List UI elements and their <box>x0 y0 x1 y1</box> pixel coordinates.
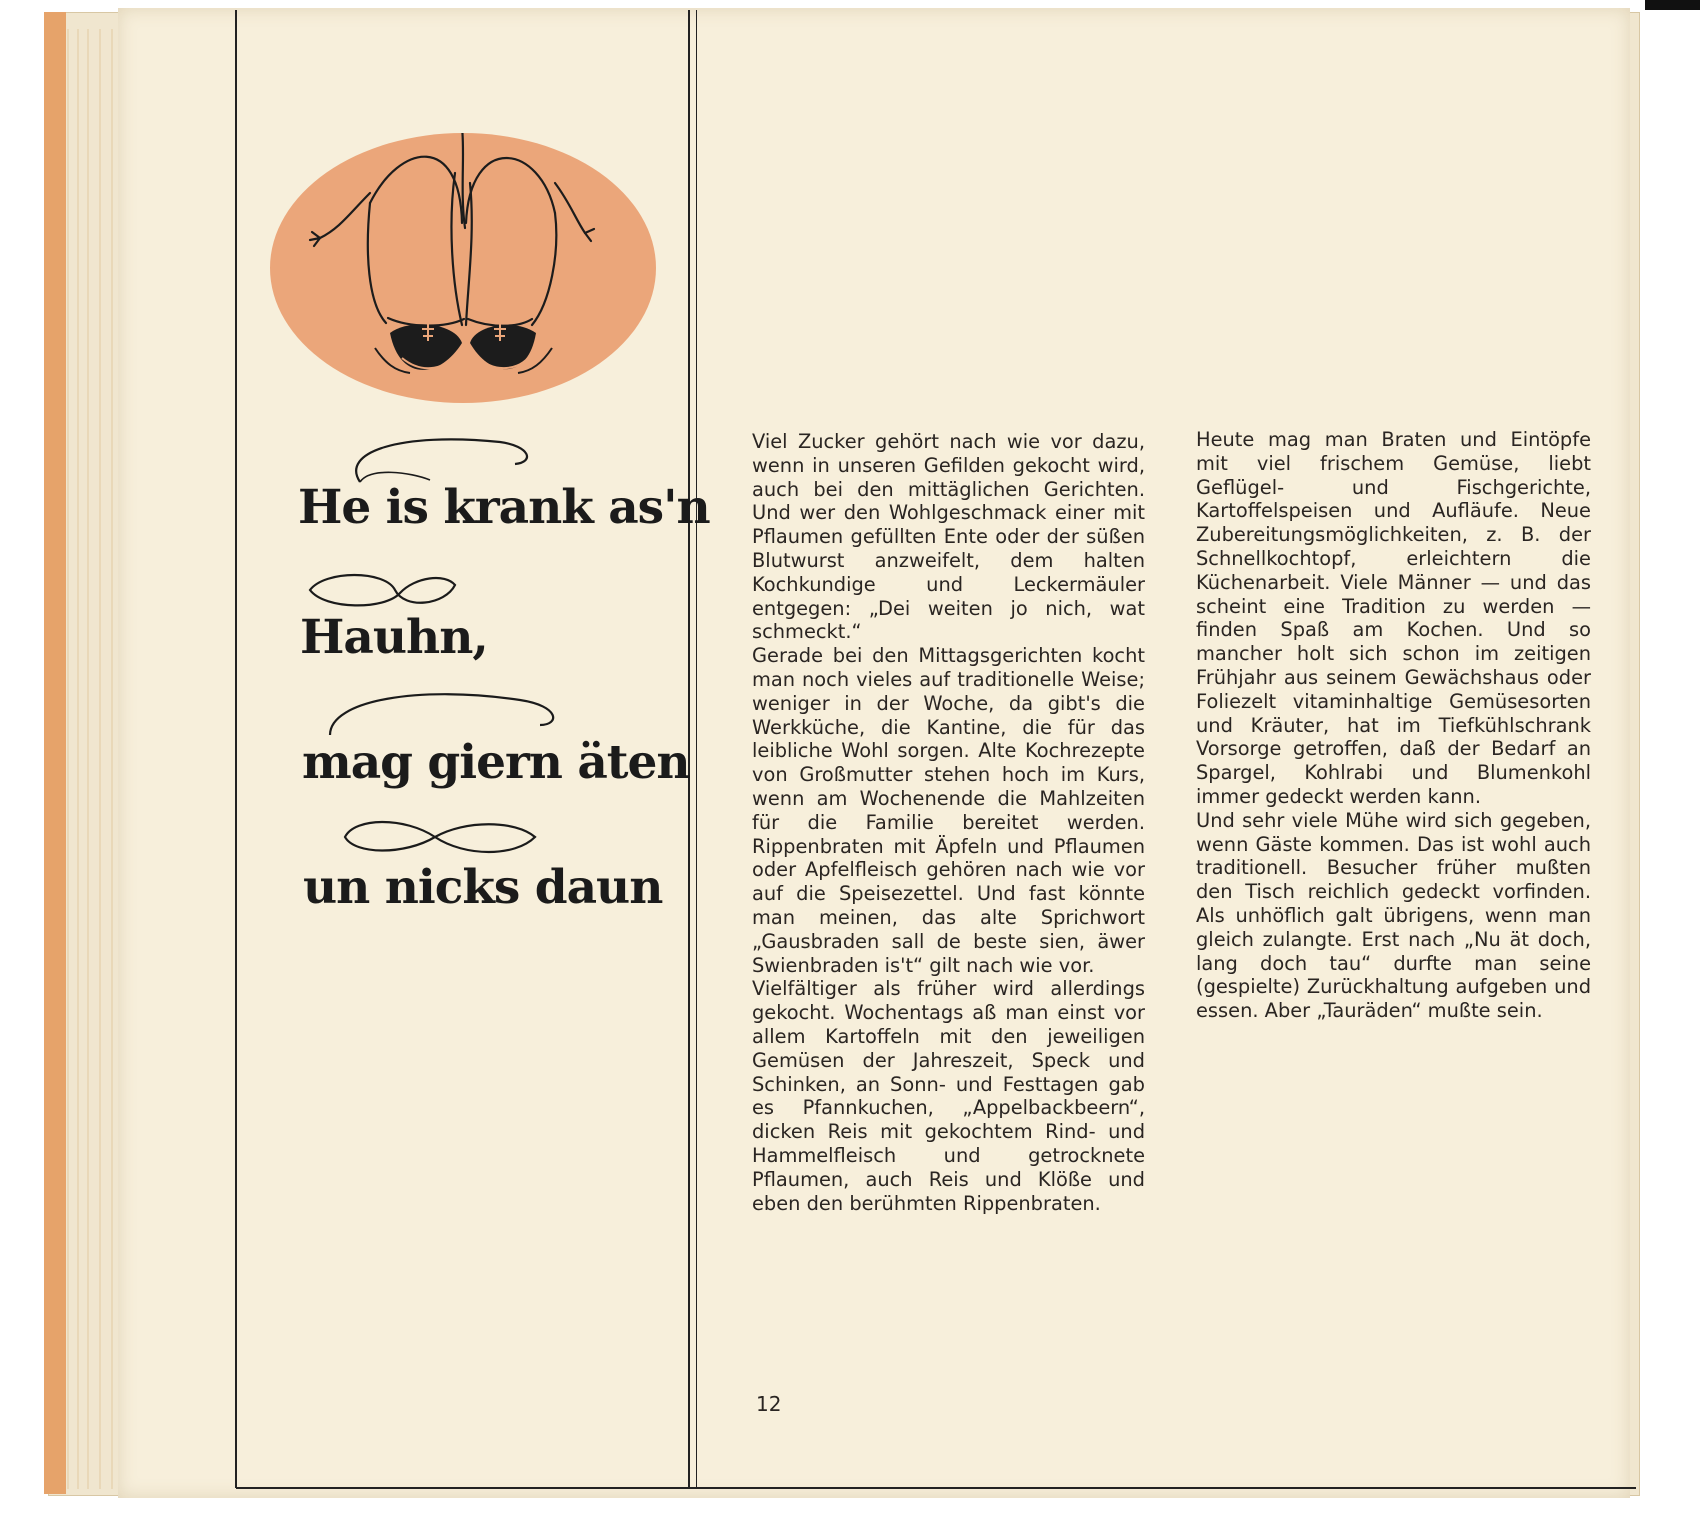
article-column-left <box>752 430 1145 1215</box>
article-paragraph: Heute mag man Braten und Eintöpfe mit viel frischem Gemüse, liebt Geflügel- und Fischgerichte, Kartoffelspeisen und Aufläufe. Neue Zubereitungsmöglichkeiten, z. B. der Schnellkochtopf, erleichtern die Küchenarbeit. Viele Männer — und das scheint eine Tradition zu werden — finden Spaß am Kochen. Und so mancher holt sich schon im zeitigen Frühjahr aus seinem Gewächshaus oder Foliezelt vitaminhaltige Gemüsesorten und Kräuter, hat im Tiefkühlschrank Vorsorge getroffen, daß der Bedarf an Spargel, Kohlrabi und Blumenkohl immer gedeckt werden kann. <box>1196 428 1591 808</box>
article-paragraph: Gerade bei den Mittagsgerichten kocht man noch vieles auf traditionelle Weise; weniger in der Woche, da gibt's die Werkküche, die Kantine, die für das leibliche Wohl sorgen. Alte Kochrezepte von Großmutter stehen hoch im Kurs, wenn am Wochenende die Mahlzeiten für die Familie bereitet werden. Rippenbraten mit Äpfeln und Pflaumen oder Apfelfleisch gehören nach wie vor auf die Speisezettel. Und fast könnte man meinen, das alte Sprichwort „Gausbraden sall de beste sien, äwer Swienbraden is't“ gilt nach wie vor. <box>752 644 1145 977</box>
poem-line-2: Hauhn, <box>300 610 488 665</box>
article-paragraph: Vielfältiger als früher wird allerdings gekocht. Wochentags aß man einst vor allem Kartoffeln mit den jeweiligen Gemüsen der Jahreszeit, Speck und Schinken, an Sonn- und Festtagen gab es Pfannkuchen, „Appelbackbeern“, dicken Reis mit gekochtem Rind- und Hammelfleisch und getrocknete Pflaumen, auch Reis und Klöße und eben den berühmten Rippenbraten. <box>752 977 1145 1215</box>
gutter-rule-right <box>696 10 697 1488</box>
left-frame-rule <box>235 10 237 1488</box>
bowing-figure-illustration <box>270 133 656 403</box>
poem-line-1: He is krank as'n <box>298 480 710 535</box>
ghost-subtitle-bleedthrough <box>1005 300 1625 370</box>
scan-corner <box>1645 0 1700 10</box>
page-edge <box>87 29 89 1489</box>
page-edge <box>99 29 101 1489</box>
calligraphic-swash-ornament <box>335 815 545 860</box>
page-edge <box>77 29 79 1489</box>
poem-line-4: un nicks daun <box>303 860 663 915</box>
calligraphic-swash-ornament <box>320 680 570 740</box>
page-number: 12 <box>756 1392 782 1416</box>
article-paragraph: Und sehr viele Mühe wird sich gegeben, wenn Gäste kommen. Das ist wohl auch traditionell. Besucher früher mußten den Tisch reichlich gedeckt vorfinden. Als unhöflich galt übrigens, wenn man gleich zulangte. Erst nach „Nu ät doch, lang doch tau“ durfte man seine (gespielte) Zurückhaltung aufgeben und essen. Aber „Tauräden“ mußte sein. <box>1196 808 1591 1023</box>
article-paragraph: Viel Zucker gehört nach wie vor dazu, wenn in unseren Gefilden gekocht wird, auch bei den mittäglichen Gerichten. Und wer den Wohlgeschmack einer mit Pflaumen gefüllten Ente oder der süßen Blutwurst anzweifelt, dem halten Kochkundige und Leckermäuler entgegen: „Dei weiten jo nich, wat schmeckt.“ <box>752 430 1145 644</box>
orange-page-edge <box>44 12 66 1494</box>
calligraphic-swash-ornament <box>305 565 465 615</box>
page-edge <box>67 29 69 1489</box>
page-edge <box>111 29 113 1489</box>
ghost-title-bleedthrough <box>1005 180 1625 300</box>
article-column-right <box>1196 428 1591 1023</box>
illustration-medallion <box>270 133 656 403</box>
poem-line-3: mag giern äten <box>302 735 690 790</box>
bottom-frame-rule <box>236 1487 1636 1489</box>
